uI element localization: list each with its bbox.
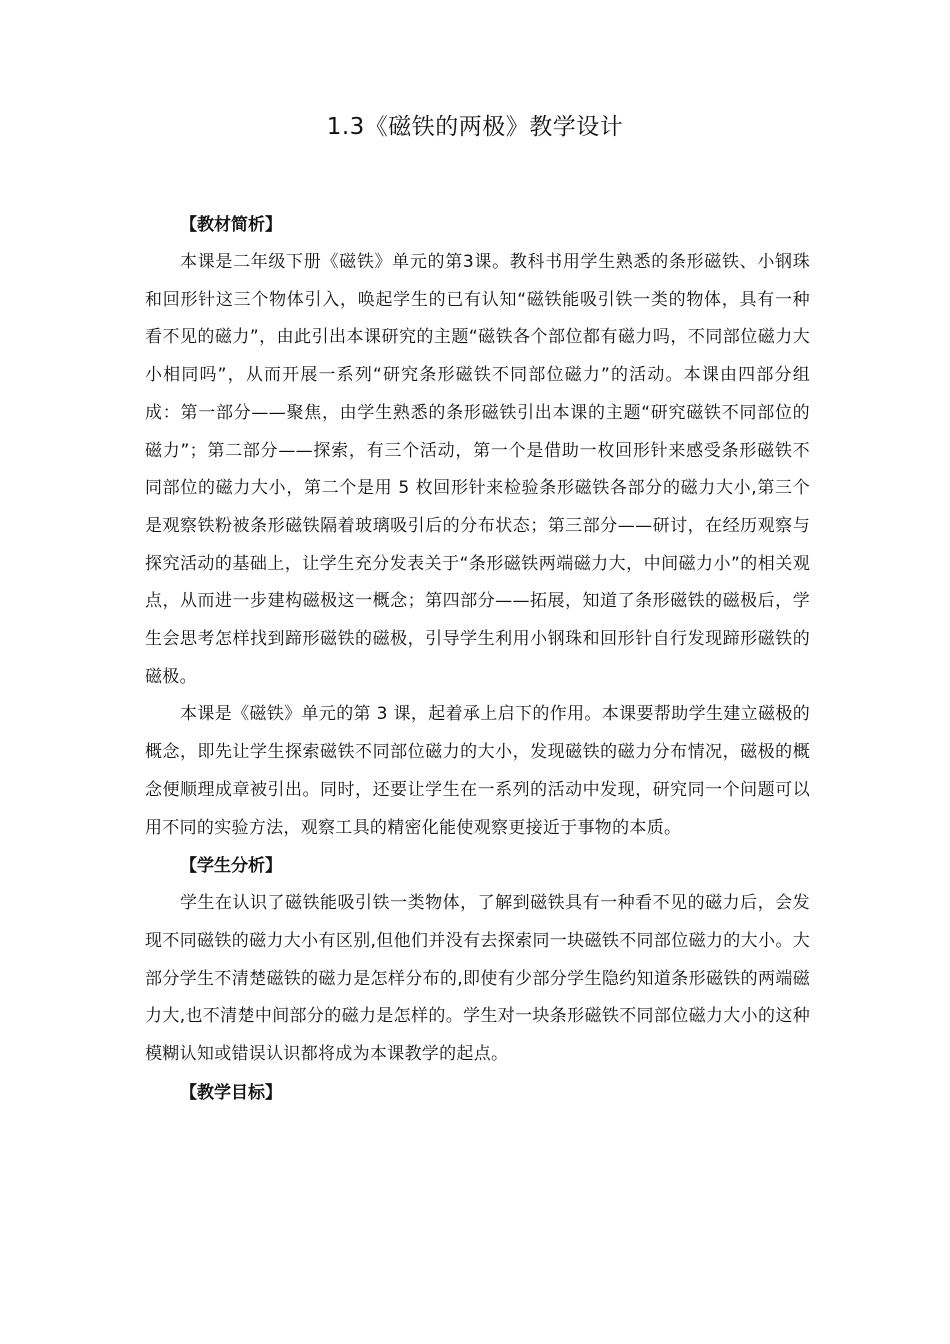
section-student-analysis: [145, 847, 810, 1074]
section-heading: 【教学目标】: [180, 1082, 282, 1103]
paragraph: 学生在认识了磁铁能吸引铁一类物体，了解到磁铁具有一种看不见的磁力后，会发现不同磁铁的磁力大小有区别,但他们并没有去探索同一块磁铁不同部位磁力的大小。大部分学生不清楚磁铁的磁力是怎样分布的,即使有少部分学生隐约知道条形磁铁的两端磁力大,也不清楚中间部分的磁力是怎样的。学生对一块条形磁铁不同部位磁力大小的这种模糊认知或错误认识都将成为本课教学的起点。: [145, 893, 810, 1065]
section-heading: 【教材简析】: [180, 215, 282, 235]
section-heading: 【学生分析】: [180, 856, 282, 877]
document-body: [145, 206, 810, 1112]
document-title: 1.3《磁铁的两极》教学设计: [326, 114, 624, 140]
section-teaching-objectives: [145, 1074, 810, 1112]
paragraph: 本课是二年级下册《磁铁》单元的第3课。教科书用学生熟悉的条形磁铁、小钢珠和回形针这三个物体引入，唤起学生的已有认知“磁铁能吸引铁一类的物体，具有一种看不见的磁力”，由此引出本课研究的主题“磁铁各个部位都有磁力吗，不同部位磁力大小相同吗”，从而开展一系列“研究条形磁铁不同部位磁力”的活动。本课由四部分组成：第一部分——聚焦，由学生熟悉的条形磁铁引出本课的主题“研究磁铁不同部位的磁力”；第二部分——探索，有三个活动，第一个是借助一枚回形针来感受条形磁铁不同部位的磁力大小，第二个是用 5 枚回形针来检验条形磁铁各部分的磁力大小,第三个是观察铁粉被条形磁铁隔着玻璃吸引后的分布状态；第三部分——研讨，在经历观察与探究活动的基础上，让学生充分发表关于“条形磁铁两端磁力大，中间磁力小”的相关观点，从而进一步建构磁极这一概念；第四部分——拓展，知道了条形磁铁的磁极后，学生会思考怎样找到蹄形磁铁的磁极，引导学生利用小钢珠和回形针自行发现蹄形磁铁的磁极。: [145, 252, 810, 687]
paragraph: 本课是《磁铁》单元的第 3 课，起着承上启下的作用。本课要帮助学生建立磁极的概念，即先让学生探索磁铁不同部位磁力的大小，发现磁铁的磁力分布情况，磁极的概念便顺理成章被引出。同时，还要让学生在一系列的活动中发现，研究同一个问题可以用不同的实验方法，观察工具的精密化能使观察更接近于事物的本质。: [145, 704, 810, 838]
section-textbook-analysis: [145, 206, 810, 847]
